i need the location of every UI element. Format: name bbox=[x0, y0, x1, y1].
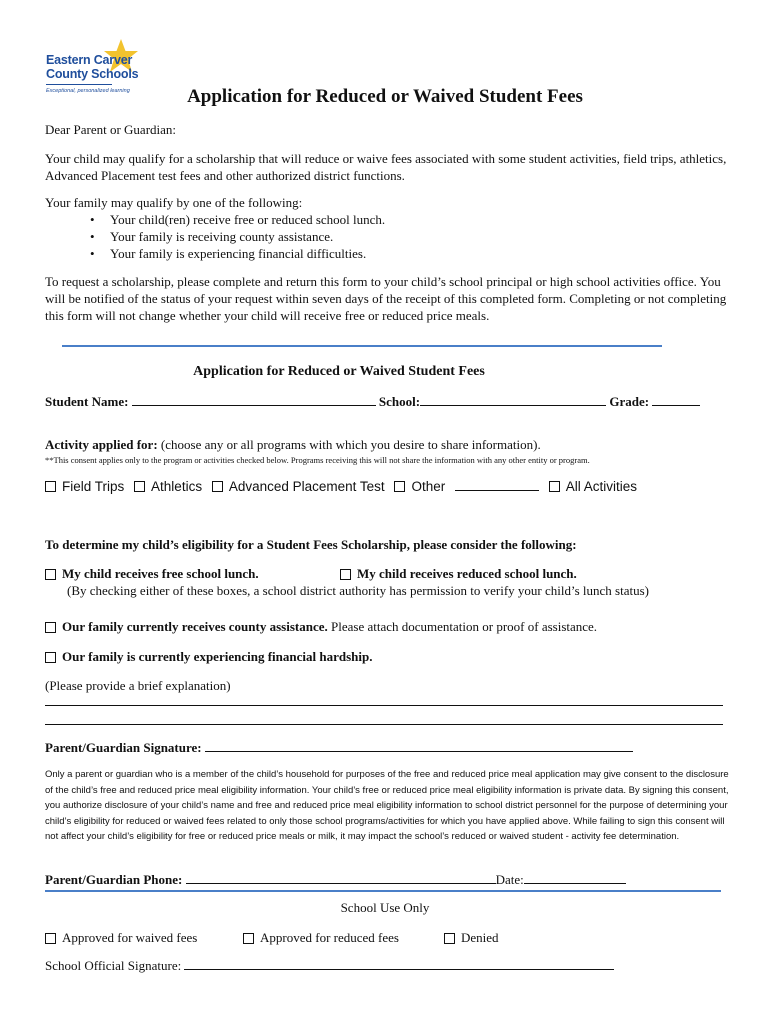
explanation-line-1[interactable] bbox=[45, 705, 723, 706]
greeting: Dear Parent or Guardian: bbox=[45, 122, 177, 137]
checkbox[interactable] bbox=[45, 481, 56, 492]
activity-note: **This consent applies only to the program or activities checked below. Programs receiving this will not share the information with any other entity or program. bbox=[45, 455, 590, 465]
approved-waived-option[interactable]: Approved for waived fees bbox=[45, 930, 197, 946]
signature-label: Parent/Guardian Signature: bbox=[45, 740, 202, 755]
other-field[interactable] bbox=[455, 480, 539, 491]
phone-label: Parent/Guardian Phone: bbox=[45, 872, 183, 887]
phone-field[interactable] bbox=[186, 873, 496, 884]
logo-line-2: County Schools bbox=[46, 67, 139, 81]
student-name-label: Student Name: bbox=[45, 394, 129, 409]
date-field[interactable] bbox=[524, 873, 626, 884]
approved-reduced-option[interactable]: Approved for reduced fees bbox=[243, 930, 399, 946]
signature-row bbox=[45, 740, 633, 756]
page-title: Application for Reduced or Waived Student Fees bbox=[187, 86, 583, 107]
checkbox[interactable] bbox=[444, 933, 455, 944]
checkbox[interactable] bbox=[243, 933, 254, 944]
grade-label: Grade: bbox=[609, 394, 650, 409]
student-info-row bbox=[45, 394, 700, 410]
school-use-heading: School Use Only bbox=[340, 900, 430, 915]
student-name-field[interactable] bbox=[132, 395, 376, 406]
free-lunch-option[interactable]: My child receives free school lunch. bbox=[45, 566, 259, 582]
qualify-item: • Your family is receiving county assistance. bbox=[90, 229, 334, 244]
qualify-item: • Your family is experiencing financial difficulties. bbox=[90, 246, 367, 261]
qualify-item: • Your child(ren) receive free or reduced school lunch. bbox=[90, 212, 386, 227]
school-label: School: bbox=[378, 394, 421, 409]
official-signature-row bbox=[45, 958, 614, 974]
explanation-prompt: (Please provide a brief explanation) bbox=[45, 678, 231, 693]
request-paragraph: To request a scholarship, please complete and return this form to your child’s school principal or high school activities office. You will be notified of the status of your request within seven days of the receipt of this completed form. Completing or not completing this form will not change whether your child will receive free or reduced price meals. bbox=[45, 274, 727, 323]
form-title: Application for Reduced or Waived Student Fees bbox=[193, 364, 485, 379]
grade-field[interactable] bbox=[652, 395, 700, 406]
option-field-trips[interactable]: Field Trips bbox=[45, 479, 124, 494]
phone-row bbox=[45, 872, 626, 888]
hardship-option[interactable]: Our family is currently experiencing financial hardship. bbox=[45, 649, 372, 665]
checkbox[interactable] bbox=[549, 481, 560, 492]
logo-underline bbox=[46, 84, 112, 85]
official-signature-label: School Official Signature: bbox=[45, 958, 182, 973]
option-advanced-placement[interactable]: Advanced Placement Test bbox=[212, 479, 385, 494]
checkbox[interactable] bbox=[45, 569, 56, 580]
checkbox[interactable] bbox=[134, 481, 145, 492]
eligibility-heading: To determine my child’s eligibility for a Student Fees Scholarship, please consider the following: bbox=[45, 537, 577, 552]
official-signature-field[interactable] bbox=[184, 959, 614, 970]
checkbox[interactable] bbox=[340, 569, 351, 580]
county-assistance-option[interactable]: Our family currently receives county assistance. Please attach documentation or proof of assistance. bbox=[45, 619, 597, 635]
consent-text: Only a parent or guardian who is a member of the child’s household for purposes of the free and reduced price meal application may give consent to the disclosure of the child’s free and reduced price meal eligibility information. Your child’s free or reduced price meal eligibility information is private data. By signing this consent, you authorize disclosure of your child’s name and free and reduced price meal eligibility information to school district personnel for the purpose of determining your child’s eligibility for reduced or waived fees related to only those school programs/activities for which you have applied above. While failing to sign this consent will not affect your child’s eligibility for free or reduced price meals or milk, it may impact the school’s reduced or waived student - activity fee determination. bbox=[45, 769, 729, 842]
denied-option[interactable]: Denied bbox=[444, 930, 499, 946]
option-other[interactable]: Other bbox=[394, 479, 445, 494]
option-athletics[interactable]: Athletics bbox=[134, 479, 202, 494]
date-label: Date: bbox=[495, 872, 524, 887]
explanation-line-2[interactable] bbox=[45, 724, 723, 725]
reduced-lunch-option[interactable]: My child receives reduced school lunch. bbox=[340, 566, 577, 582]
activity-label: Activity applied for: bbox=[45, 437, 158, 452]
activity-options bbox=[45, 479, 637, 494]
divider bbox=[45, 890, 721, 892]
logo-line-1: Eastern Carver bbox=[46, 53, 133, 67]
activity-row bbox=[45, 437, 541, 453]
logo-tagline: Exceptional, personalized learning bbox=[46, 88, 130, 94]
divider bbox=[62, 345, 662, 347]
option-all-activities[interactable]: All Activities bbox=[549, 479, 637, 494]
intro-paragraph: Your child may qualify for a scholarship that will reduce or waive fees associated with some student activities, field trips, athletics, Advanced Placement test fees and other authorized district functions. bbox=[45, 151, 727, 183]
checkbox[interactable] bbox=[45, 622, 56, 633]
checkbox[interactable] bbox=[394, 481, 405, 492]
signature-field[interactable] bbox=[205, 741, 633, 752]
activity-instruction: (choose any or all programs with which you desire to share information). bbox=[160, 437, 541, 452]
checkbox[interactable] bbox=[212, 481, 223, 492]
checkbox[interactable] bbox=[45, 652, 56, 663]
lunch-note: (By checking either of these boxes, a school district authority has permission to verify your child’s lunch status) bbox=[67, 583, 649, 598]
school-field[interactable] bbox=[420, 395, 606, 406]
checkbox[interactable] bbox=[45, 933, 56, 944]
qualify-lead: Your family may qualify by one of the following: bbox=[45, 195, 303, 210]
